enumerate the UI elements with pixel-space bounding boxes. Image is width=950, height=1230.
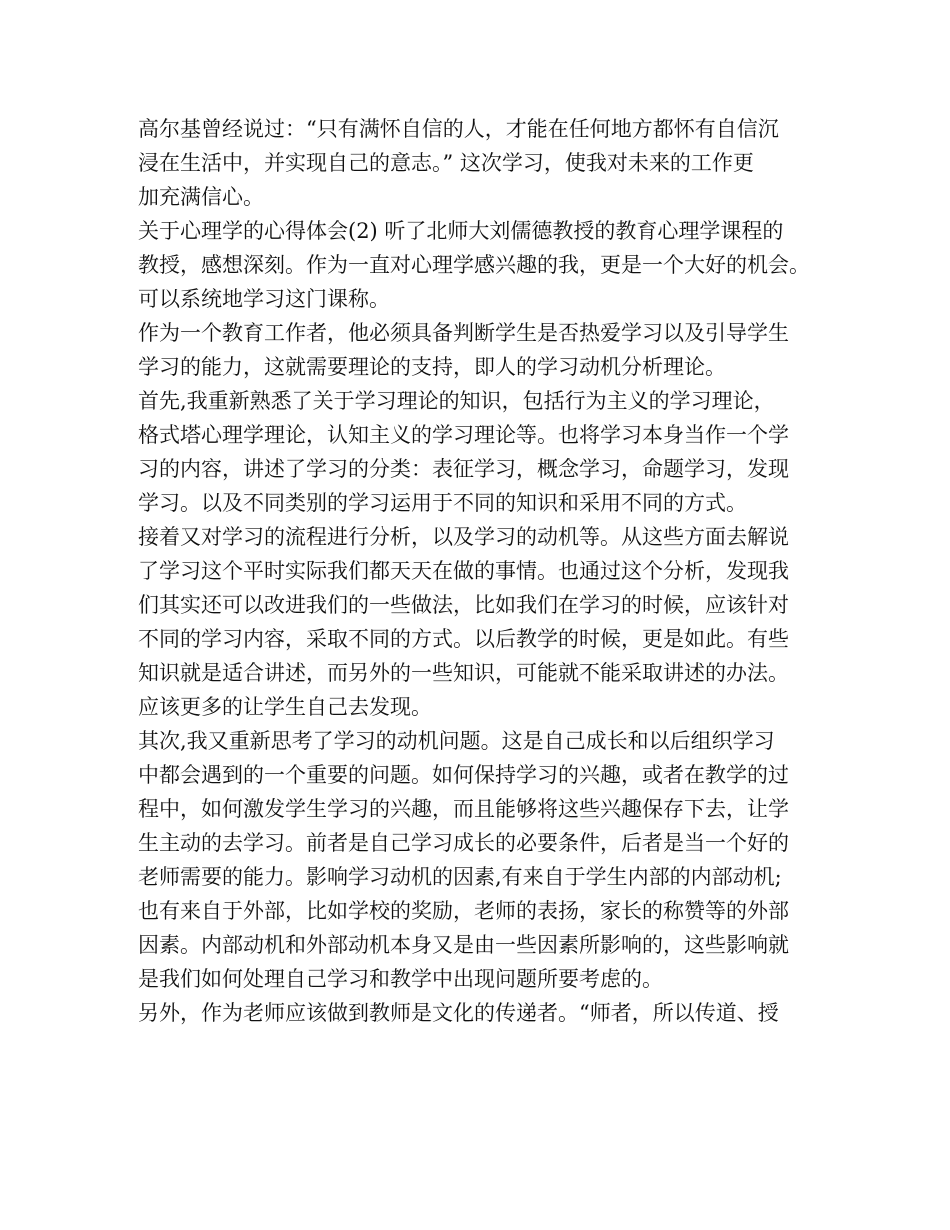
text-line: 不同的学习内容，采取不同的方式。以后教学的时候，更是如此。有些 <box>138 627 789 651</box>
text-line: 格式塔心理学理论，认知主义的学习理论等。也将学习本身当作一个学 <box>138 423 789 447</box>
text-line: 习的内容，讲述了学习的分类：表征学习，概念学习，命题学习，发现 <box>138 457 789 481</box>
text-line: 因素。内部动机和外部动机本身又是由一些因素所影响的，这些影响就 <box>138 933 789 957</box>
document-body <box>138 112 828 1030</box>
text-line: 其次,我又重新思考了学习的动机问题。这是自己成长和以后组织学习 <box>138 729 775 753</box>
text-line: 教授，感想深刻。作为一直对心理学感兴趣的我，更是一个大好的机会。 <box>138 253 810 277</box>
text-line: 首先,我重新熟悉了关于学习理论的知识，包括行为主义的学习理论， <box>138 389 775 413</box>
text-line: 们其实还可以改进我们的一些做法，比如我们在学习的时候，应该针对 <box>138 593 789 617</box>
text-line: 生主动的去学习。前者是自己学习成长的必要条件，后者是当一个好的 <box>138 831 789 855</box>
text-line: 作为一个教育工作者，他必须具备判断学生是否热爱学习以及引导学生 <box>138 321 789 345</box>
text-line: 高尔基曾经说过：“只有满怀自信的人，才能在任何地方都怀有自信沉 <box>138 117 779 141</box>
text-line: 中都会遇到的一个重要的问题。如何保持学习的兴趣，或者在教学的过 <box>138 763 789 787</box>
text-line: 老师需要的能力。影响学习动机的因素,有来自于学生内部的内部动机; <box>138 865 782 889</box>
text-line: 加充满信心。 <box>138 185 264 209</box>
text-line: 也有来自于外部，比如学校的奖励，老师的表扬，家长的称赞等的外部 <box>138 899 789 923</box>
text-line: 关于心理学的心得体会(2) 听了北师大刘儒德教授的教育心理学课程的 <box>138 219 784 243</box>
text-line: 应该更多的让学生自己去发现。 <box>138 695 432 719</box>
text-line: 接着又对学习的流程进行分析，以及学习的动机等。从这些方面去解说 <box>138 525 789 549</box>
text-line: 是我们如何处理自己学习和教学中出现问题所要考虑的。 <box>138 967 663 991</box>
text-line: 可以系统地学习这门课称。 <box>138 287 390 311</box>
text-line: 学习的能力，这就需要理论的支持，即人的学习动机分析理论。 <box>138 355 726 379</box>
text-line: 了学习这个平时实际我们都天天在做的事情。也通过这个分析，发现我 <box>138 559 789 583</box>
text-line: 另外，作为老师应该做到教师是文化的传递者。“师者，所以传道、授 <box>138 1001 779 1025</box>
text-line: 知识就是适合讲述，而另外的一些知识，可能就不能采取讲述的办法。 <box>138 661 789 685</box>
text-line: 程中，如何激发学生学习的兴趣，而且能够将这些兴趣保存下去，让学 <box>138 797 789 821</box>
text-line: 学习。以及不同类别的学习运用于不同的知识和采用不同的方式。 <box>138 491 747 515</box>
text-line: 浸在生活中，并实现自己的意志。” 这次学习，使我对未来的工作更 <box>138 151 754 175</box>
